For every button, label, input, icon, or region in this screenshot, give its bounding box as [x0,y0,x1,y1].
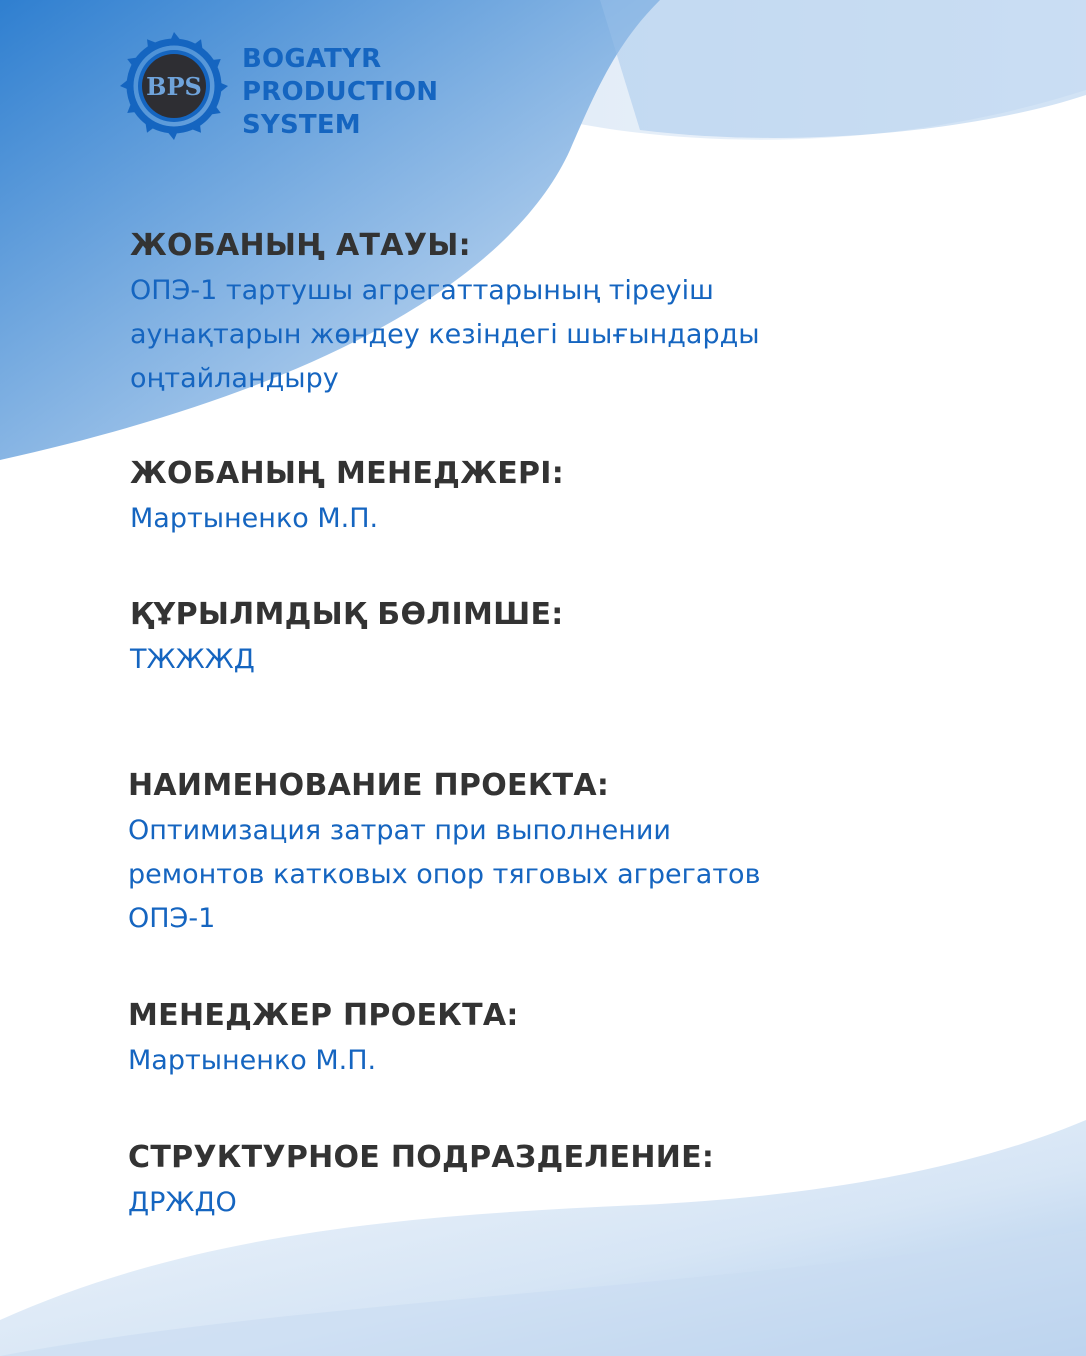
section-label: НАИМЕНОВАНИЕ ПРОЕКТА: [128,768,610,803]
brand-logo [118,30,458,145]
brand-name-line-2: PRODUCTION [242,77,439,107]
section-value [130,269,1030,401]
value-line: ОПЭ-1 [128,903,216,934]
bps-gear-logo-icon [118,30,230,142]
section-value [128,1039,1028,1083]
brand-name-line-3: SYSTEM [242,110,361,140]
value-line: ОПЭ-1 тартушы агрегаттарының тіреуіш [130,275,714,306]
section-project-manager-kz [130,454,1030,541]
section-project-name-kz [130,226,1030,401]
value-line: ремонтов катковых опор тяговых агрегатов [128,859,761,890]
value-line: аунақтарын жөндеу кезіндегі шығындарды [130,319,760,350]
section-value [130,497,1030,541]
section-label: СТРУКТУРНОЕ ПОДРАЗДЕЛЕНИЕ: [128,1140,715,1175]
section-structural-unit-kz [130,595,1030,682]
brand-name [242,43,438,142]
section-project-name-ru [128,766,1028,941]
section-value [128,1181,1028,1225]
logo-mark-text: BPS [146,72,202,101]
section-value [128,809,1028,941]
value-line: Мартыненко М.П. [128,1045,377,1076]
brand-name-line-1: BOGATYR [242,44,382,74]
section-label: ЖОБАНЫҢ АТАУЫ: [130,228,471,263]
value-line: ТЖЖЖД [130,644,255,675]
value-line: ДРЖДО [128,1187,237,1218]
value-line: Оптимизация затрат при выполнении [128,815,671,846]
value-line: Мартыненко М.П. [130,503,379,534]
section-structural-unit-ru [128,1138,1028,1225]
section-label: ЖОБАНЫҢ МЕНЕДЖЕРІ: [130,456,565,491]
section-project-manager-ru [128,996,1028,1083]
section-value [130,638,1030,682]
section-label: ҚҰРЫЛМДЫҚ БӨЛІМШЕ: [130,597,564,632]
value-line: оңтайландыру [130,363,339,394]
section-label: МЕНЕДЖЕР ПРОЕКТА: [128,998,519,1033]
